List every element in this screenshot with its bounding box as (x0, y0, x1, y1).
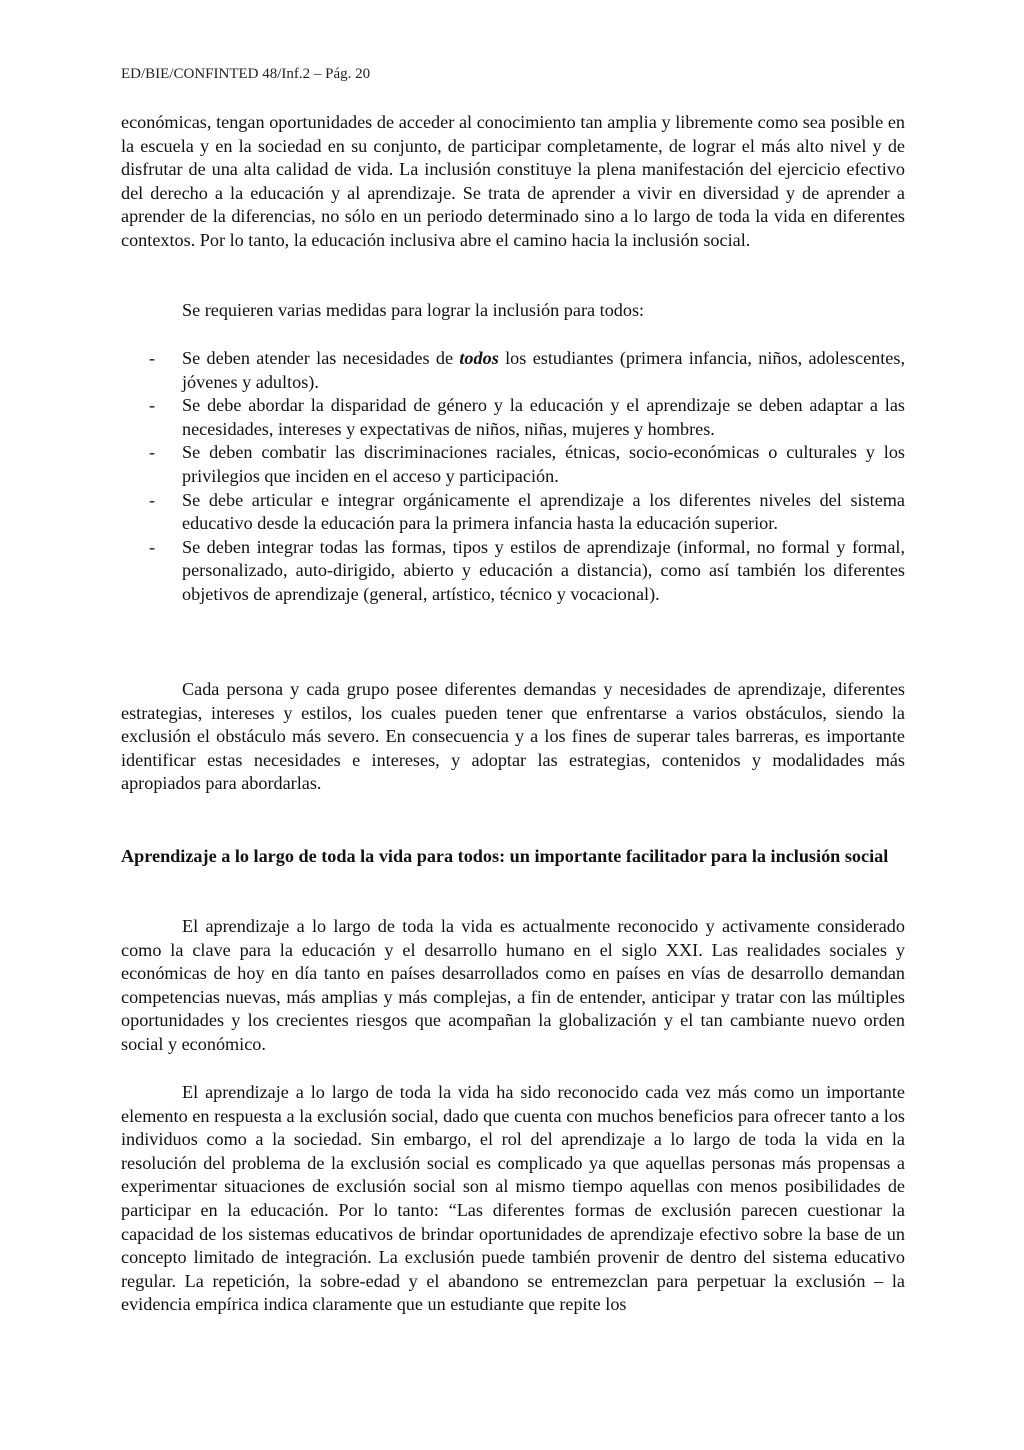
bullet-text-start: Se deben atender las necesidades de (182, 348, 460, 368)
bullet-text: Se deben integrar todas las formas, tipos y estilos de aprendizaje (informal, no formal y formal, personalizado, auto-dirigido, abierto y educación a distancia), como así también los diferentes objetivos de aprendizaje (general, artístico, técnico y vocacional). (182, 536, 905, 604)
paragraph-5-block (121, 1081, 905, 1317)
list-item (121, 441, 905, 488)
bullet-marker: - (149, 395, 156, 416)
list-item (121, 489, 905, 536)
bullet-text-end: los estudiantes (primera infancia, niños, adolescentes, jóvenes y adultos). (182, 348, 905, 392)
list-item (121, 394, 905, 441)
paragraph-2-block (121, 299, 905, 323)
paragraph-1: económicas, tengan oportunidades de acceder al conocimiento tan amplia y libremente como sea posible en la escuela y en la sociedad en su conjunto, de participar completamente, de lograr el más alto nivel y de disfrutar de una alta calidad de vida. La inclusión constituye la plena manifestación del ejercicio efectivo del derecho a la educación y al aprendizaje. Se trata de aprender a vivir en diversidad y de aprender a aprender de la diferencias, no sólo en un periodo determinado sino a lo largo de toda la vida en diferentes contextos. Por lo tanto, la educación inclusiva abre el camino hacia la inclusión social. (121, 112, 905, 250)
bullet-marker: - (149, 536, 156, 557)
paragraph-4-block (121, 915, 905, 1057)
list-item (121, 536, 905, 607)
paragraph-1-block (121, 111, 905, 253)
section-heading: Aprendizaje a lo largo de toda la vida para todos: un importante facilitador para la inclusión social (121, 846, 889, 866)
bullet-text: Se debe articular e integrar orgánicamente el aprendizaje a los diferentes niveles del sistema educativo desde la educación para la primera infancia hasta la educación superior. (182, 489, 905, 534)
bullet-list (121, 347, 905, 607)
bullet-marker: - (149, 442, 156, 463)
paragraph-3-block (121, 678, 905, 796)
bullet-text: Se debe abordar la disparidad de género y la educación y el aprendizaje se deben adaptar a las necesidades, intereses y expectativas de niños, niñas, mujeres y hombres. (182, 395, 905, 439)
bullet-text: Se deben combatir las discriminaciones raciales, étnicas, socio-económicas o culturales y los privilegios que inciden en el acceso y participación. (182, 442, 905, 486)
bullet-marker: - (149, 348, 156, 368)
bullet-marker: - (149, 489, 156, 510)
section-heading-block (121, 845, 905, 869)
paragraph-4: El aprendizaje a lo largo de toda la vida es actualmente reconocido y activamente considerado como la clave para la educación y el desarrollo humano en el siglo XXI. Las realidades sociales y económicas de hoy en día tanto en países desarrollados como en países en vías de desarrollo demandan competencias nuevas, más amplias y más complejas, a fin de entender, anticipar y tratar con las múltiples oportunidades y los crecientes riesgos que acompañan la globalización y el tan cambiante nuevo orden social y económico. (121, 916, 905, 1054)
list-item (121, 347, 905, 394)
page-header: ED/BIE/CONFINTED 48/Inf.2 – Pág. 20 (121, 66, 371, 82)
emphasized-word: todos (459, 348, 499, 368)
paragraph-5: El aprendizaje a lo largo de toda la vida ha sido reconocido cada vez más como un importante elemento en respuesta a la exclusión social, dado que cuenta con muchos beneficios para ofrecer tanto a los individuos como a la sociedad. Sin embargo, el rol del aprendizaje a lo largo de toda la vida en la resolución del problema de la exclusión social es complicado ya que aquellas personas más propensas a experimentar situaciones de exclusión social son al mismo tiempo aquellas con menos posibilidades de participar en la educación. Por lo tanto: “Las diferentes formas de exclusión parecen cuestionar la capacidad de los sistemas educativos de brindar oportunidades de aprendizaje efectivo sobre la base de un concepto limitado de integración. La exclusión puede también provenir de dentro del sistema educativo regular. La repetición, la sobre-edad y el abandono se entremezclan para perpetuar la exclusión – la evidencia empírica indica claramente que un estudiante que repite los (121, 1082, 905, 1315)
paragraph-3: Cada persona y cada grupo posee diferentes demandas y necesidades de aprendizaje, diferentes estrategias, intereses y estilos, los cuales pueden tener que enfrentarse a varios obstáculos, siendo la exclusión el obstáculo más severo. En consecuencia y a los fines de superar tales barreras, es importante identificar estas necesidades e intereses, y adoptar las estrategias, contenidos y modalidades más apropiados para abordarlas. (121, 679, 905, 794)
paragraph-2: Se requieren varias medidas para lograr la inclusión para todos: (182, 300, 645, 320)
